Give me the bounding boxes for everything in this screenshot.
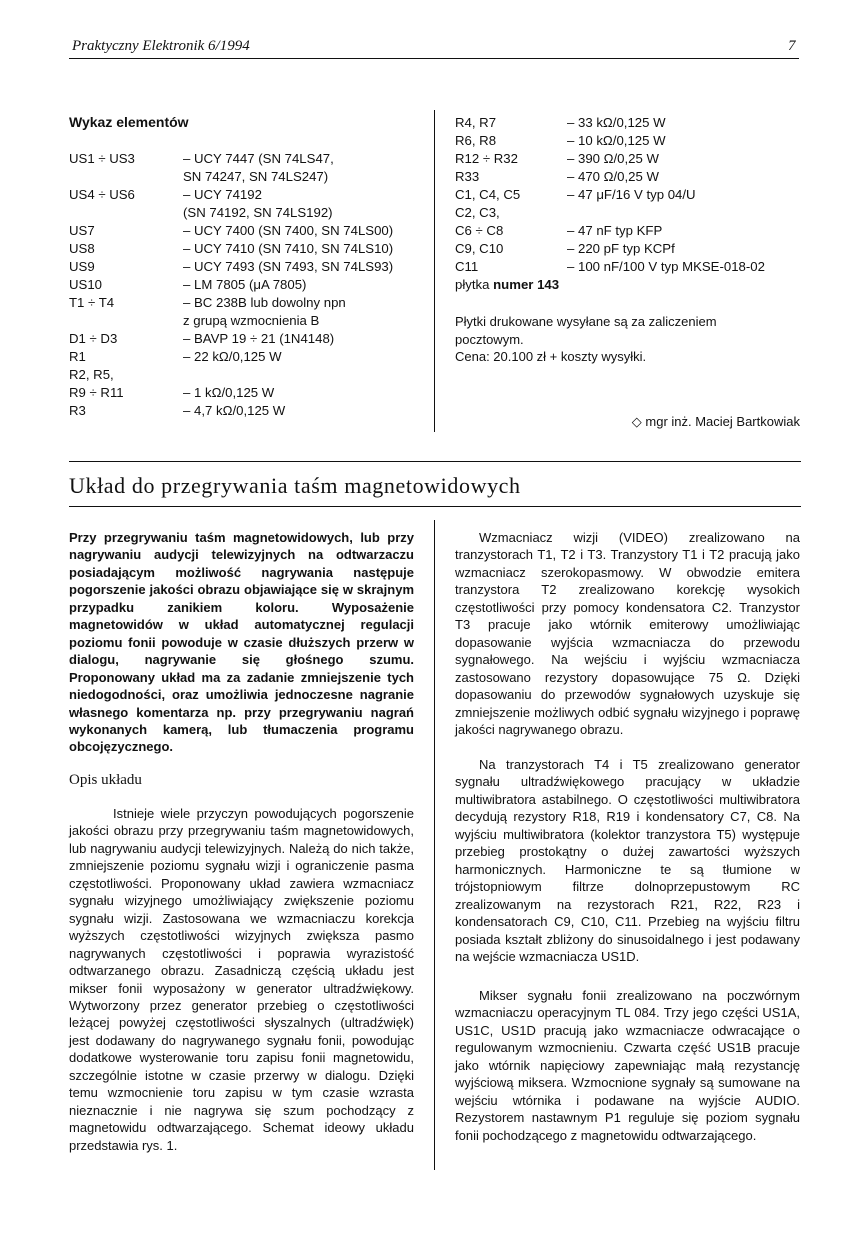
part-description: – 220 pF typ KCPf [567, 241, 675, 256]
part-description: – UCY 7410 (SN 7410, SN 74LS10) [183, 241, 394, 256]
board-number-line [455, 277, 559, 292]
part-code: US7 [69, 223, 95, 238]
part-code: T1 ÷ T4 [69, 295, 115, 310]
paragraph-1: Istnieje wiele przyczyn powodujących pogorszenie jakości obrazu przy przegrywaniu taśm magnetowidowych, lub nagrywaniu audycji telewizyjnych. Należą do nich także, zmniejszenie poziomu sygnału wizji i ograniczenie pasma częstotliwości. Proponowany układ zawiera wzmacniacz sygnału wizyjnego umożliwiający zwiększenie poziomu sygnału wizji. Zastosowana we wzmacniaczu korekcja wyższych częstotliwości wizyjnych zwiększa pasmo nagrywanych częstotliwości i poprawia wyrazistość odtwarzanego obrazu. Zasadniczą częścią układu jest mikser fonii wyposażony w generator ultradźwiękowy. Wytworzony przez generator przebieg o częstotliwości leżącej powyżej częstotliwości słyszalnych (ultradźwięk) jest dodawany do nagrywanego sygnału fonii, powodując dodatkowe wysterowanie toru zapisu fonii magnetowidu, szczególnie istotne w czasie przerwy w dialogu. Dzięki temu wzmocnienie toru zapisu w tym czasie wzrasta nieznacznie i nie nagrywa się szum pochodzący z magnetowidu odtwarzającego. Schemat ideowy układu przedstawia rys. 1. [69, 806, 414, 1153]
part-code: US9 [69, 259, 95, 274]
part-description: – 47 μF/16 V typ 04/U [567, 187, 696, 202]
part-description: – 33 kΩ/0,125 W [567, 115, 666, 130]
part-description: z grupą wzmocnienia B [183, 313, 320, 328]
part-code: R12 ÷ R32 [455, 151, 518, 166]
part-description: – UCY 7447 (SN 74LS47, [183, 151, 334, 166]
author-signature: ◇ mgr inż. Maciej Bartkowiak [631, 414, 800, 429]
part-code: US10 [69, 277, 102, 292]
part-description: – UCY 7400 (SN 7400, SN 74LS00) [183, 223, 394, 238]
part-code: R6, R8 [455, 133, 497, 148]
part-code: R33 [455, 169, 480, 184]
part-description: – 1 kΩ/0,125 W [183, 385, 275, 400]
paragraph-3: Na tranzystorach T4 i T5 zrealizowano generator sygnału ultradźwiękowego pracujący w układzie multiwibratora astabilnego. O częstotliwości multiwibratora decydują rezystory R18, R19 i kondensatory C7, C8. Na wyjściu multiwibratora (kolektor tranzystora T5) występuje przebieg prostokątny o dużej zawartości wyższych harmonicznych. Harmoniczne te są tłumione w trójstopniowym filtrze dolnoprzepustowym RC zrealizowanym na rezystorach R21, R22, R23 i kondensatorach C9, C10, C11. Przebieg na wyjściu filtru posiada kształt zbliżony do sinusoidalnego i jest podawany na wejście wzmacniacza US1D. [455, 757, 800, 964]
part-description: SN 74247, SN 74LS247) [183, 169, 329, 184]
parts-column-divider [434, 110, 435, 432]
part-code: US4 ÷ US6 [69, 187, 135, 202]
board-label: płytka [455, 277, 490, 292]
part-description: – LM 7805 (μA 7805) [183, 277, 307, 292]
part-code: C6 ÷ C8 [455, 223, 504, 238]
article-column-divider [434, 520, 435, 1170]
title-underline-rule [69, 506, 801, 507]
part-code: R1 [69, 349, 86, 364]
part-code: US8 [69, 241, 95, 256]
part-description: – 390 Ω/0,25 W [567, 151, 659, 166]
paragraph-4: Mikser sygnału fonii zrealizowano na poczwórnym wzmacniaczu operacyjnym TL 084. Trzy jego części US1A, US1C, US1D pracują jako wzmacniacze odwracające o regulowanym wzmocnieniu. Czwarta część US1B pracuje jako wtórnik napięciowy zapewniając małą rezystancję wyjściową miksera. Wzmocnione sygnały są sumowane na wejściu wtórnika i podawane na wyjście AUDIO. Rezystorem nastawnym P1 reguluje się poziom sygnału fonii pochodzącego z magnetowidu odtwarzającego. [455, 988, 800, 1143]
part-description: – 470 Ω/0,25 W [567, 169, 659, 184]
header-rule [69, 58, 799, 59]
part-description: (SN 74192, SN 74LS192) [183, 205, 333, 220]
part-code: C1, C4, C5 [455, 187, 521, 202]
part-description: – 100 nF/100 V typ MKSE-018-02 [567, 259, 765, 274]
board-number: numer 143 [493, 277, 560, 292]
part-description: – UCY 7493 (SN 7493, SN 74LS93) [183, 259, 394, 274]
part-description: – BC 238B lub dowolny npn [183, 295, 346, 310]
paragraph-2: Wzmacniacz wizji (VIDEO) zrealizowano na tranzystorach T1, T2 i T3. Tranzystory T1 i T2 pracują jako wzmacniacz szerokopasmowy. W obwodzie emitera tranzystora T2 zrealizowano korekcję wysokich częstotliwości przy pomocy kondensatora C2. Tranzystor T3 pracuje jako wtórnik emiterowy umożliwiając dopasowanie wyjścia wzmacniacza do przewodu sygnałowego. Na wejściu i wyjściu wzmacniacza zastosowano rezystory dopasowujące 75 Ω. Dzięki dopasowaniu do przewodów sygnałowych uzyskuje się zmniejszenie możliwych odbić sygnału wizyjnego i poprawę jakości nagrywanego obrazu. [455, 530, 800, 737]
shipping-note: Płytki drukowane wysyłane są za zaliczeniem pocztowym. [455, 314, 717, 347]
article-title: Układ do przegrywania taśm magnetowidowych [69, 473, 521, 498]
part-code: R2, R5, [69, 367, 114, 382]
part-description: – 47 nF typ KFP [567, 223, 663, 238]
part-description: – BAVP 19 ÷ 21 (1N4148) [183, 331, 335, 346]
page-number: 7 [788, 38, 796, 54]
running-header-journal: Praktyczny Elektronik 6/1994 [72, 38, 250, 54]
part-code: C11 [455, 259, 479, 274]
part-code: R9 ÷ R11 [69, 385, 124, 400]
part-code: US1 ÷ US3 [69, 151, 135, 166]
part-description: – UCY 74192 [183, 187, 262, 202]
part-code: R3 [69, 403, 86, 418]
section-heading: Opis układu [69, 772, 142, 788]
parts-list-title: Wykaz elementów [69, 114, 189, 130]
part-code: C9, C10 [455, 241, 504, 256]
part-description: – 22 kΩ/0,125 W [183, 349, 282, 364]
part-description: – 4,7 kΩ/0,125 W [183, 403, 286, 418]
article-lead: Przy przegrywaniu taśm magnetowidowych, lub przy nagrywaniu audycji telewizyjnych na odtwarzaczu posiadającym możliwość nagrywania następuje pogorszenie jakości obrazu objawiające się w skrajnym przypadku zanikiem koloru. Wyposażenie magnetowidów w układ automatycznej regulacji poziomu fonii powoduje w czasie dłuższych przerw w dialogu, nagrywanie się głośnego szumu. Proponowany układ ma za zadanie zmniejszenie tych niedogodności, oraz umożliwia jednoczesne nagranie własnego komentarza np. przy przegrywaniu nagrań wykonanych kamerą, lub tłumaczenia programu obcojęzycznego. [69, 530, 414, 755]
article-separator-rule [69, 461, 801, 462]
part-description: – 10 kΩ/0,125 W [567, 133, 666, 148]
part-code: D1 ÷ D3 [69, 331, 118, 346]
part-code: R4, R7 [455, 115, 497, 130]
price-line: Cena: 20.100 zł + koszty wysyłki. [455, 349, 647, 364]
part-code: C2, C3, [455, 205, 500, 220]
